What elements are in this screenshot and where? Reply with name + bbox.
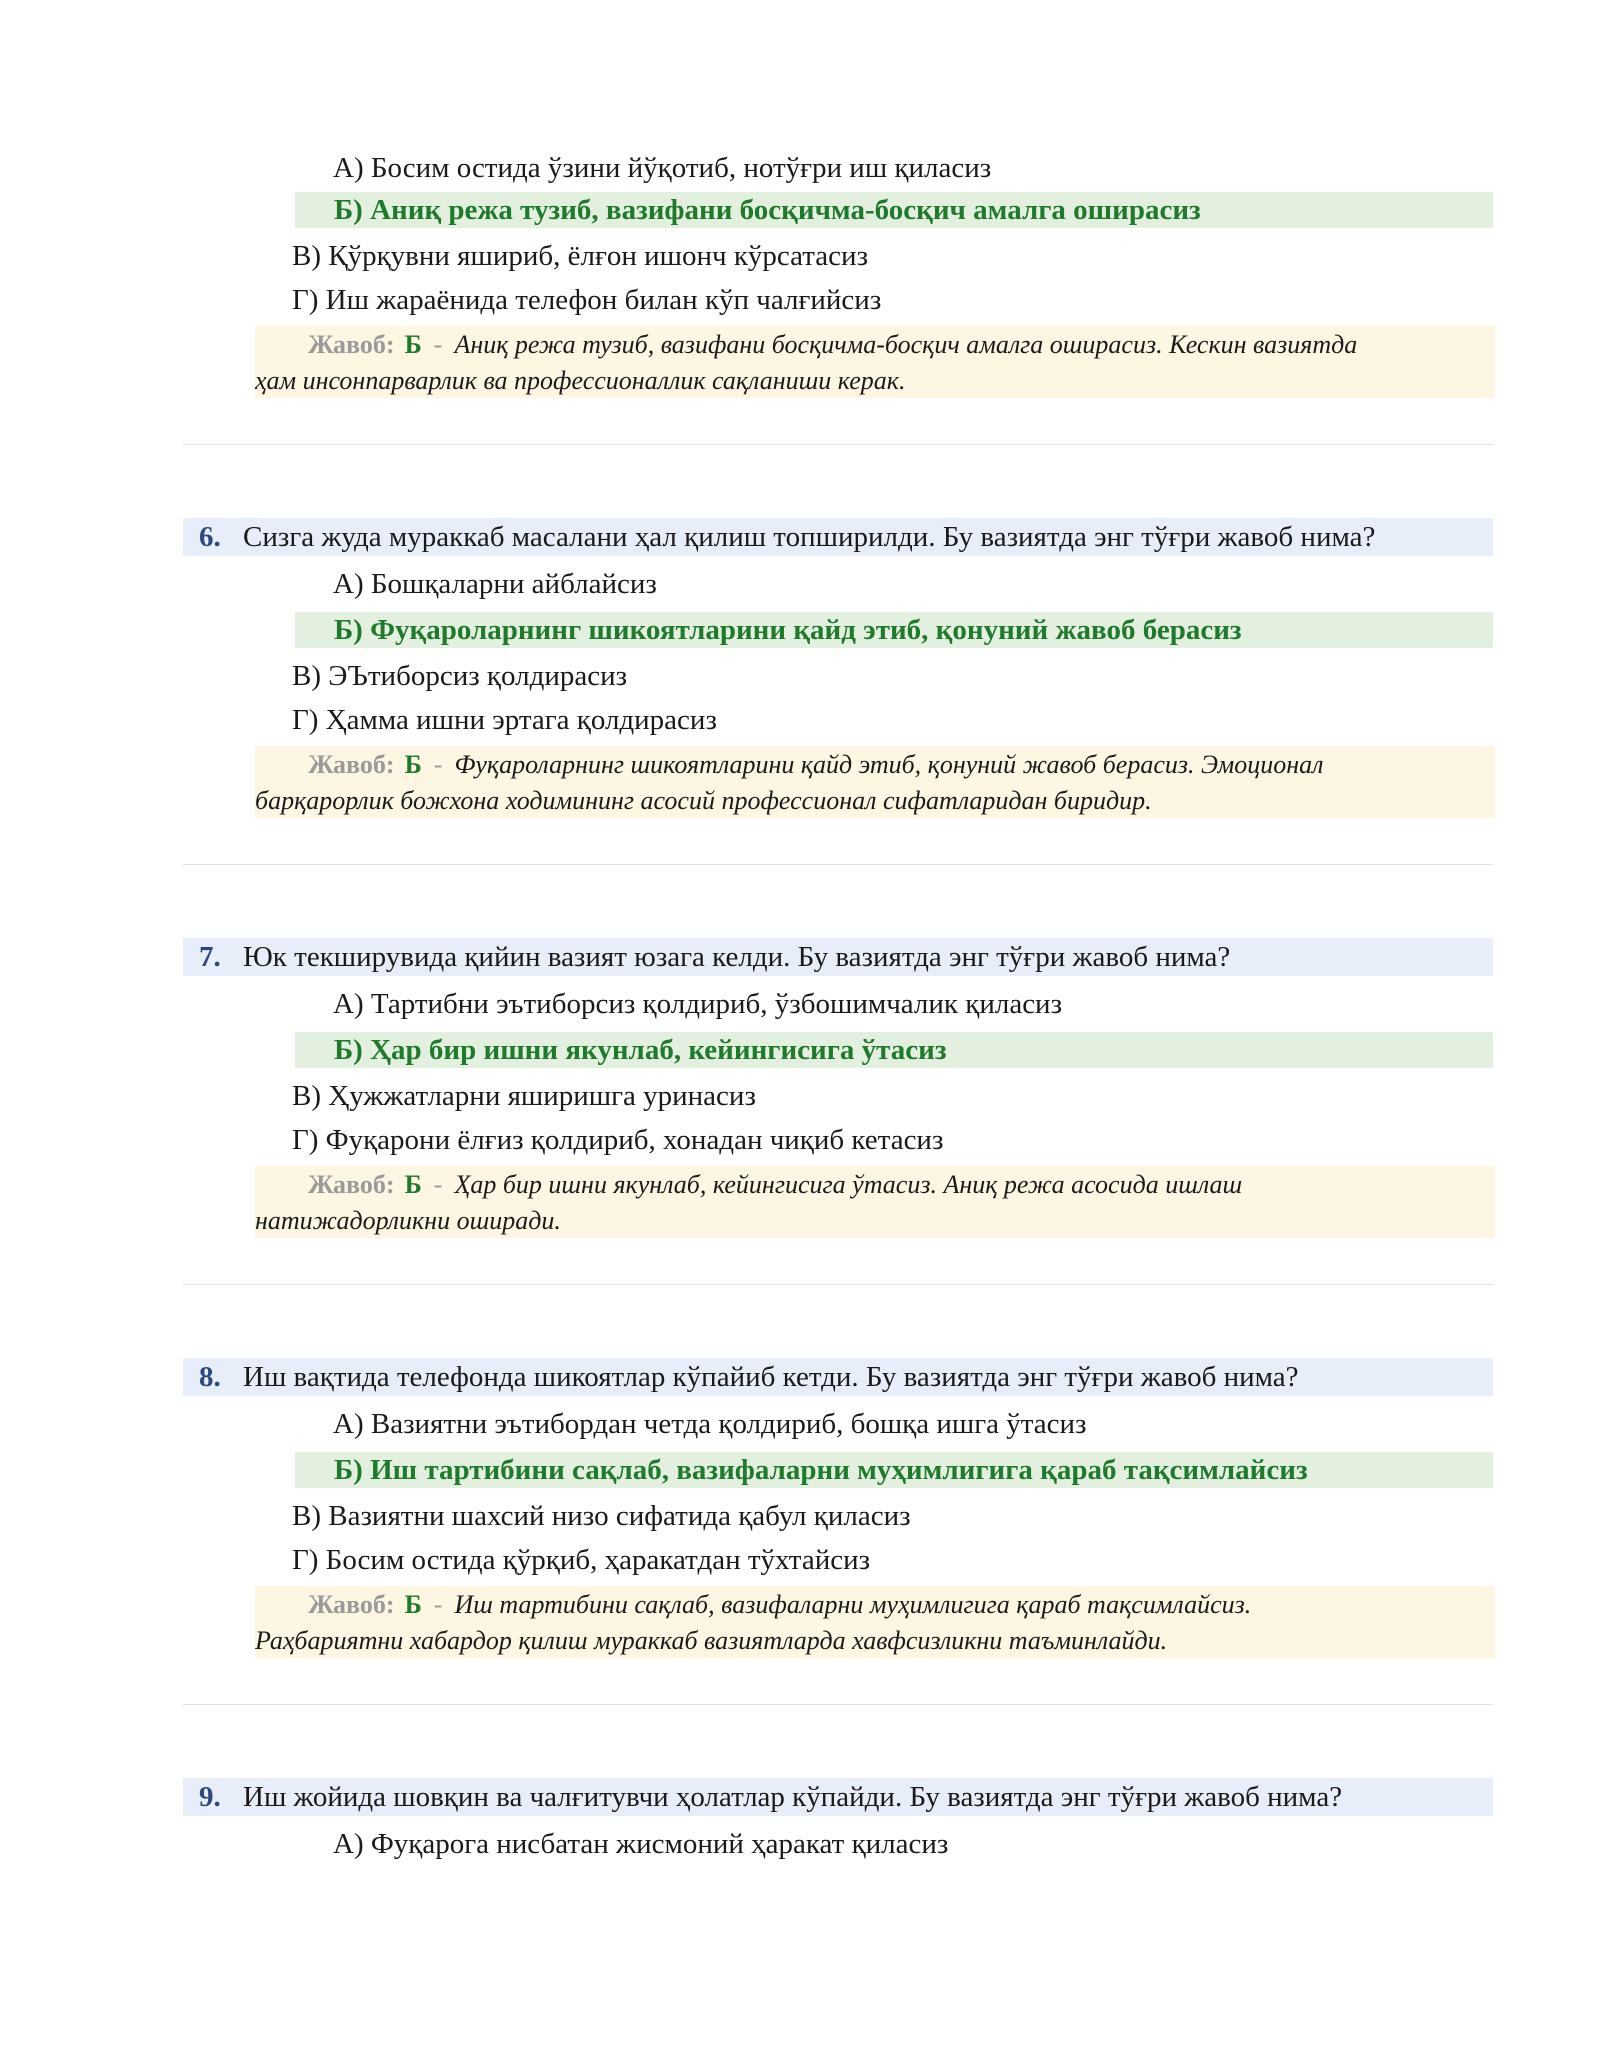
q8-option-b-correct: Б) Иш тартибини сақлаб, вазифаларни муҳимлигига қараб тақсимлайсиз (295, 1452, 1493, 1488)
answer-text-line2: ҳам инсонпарварлик ва профессионаллик сақланиши керак. (255, 366, 906, 395)
question-text: Иш жойида шовқин ва чалғитувчи ҳолатлар кўпайди. Бу вазиятда энг тўғри жавоб нима? (243, 1781, 1343, 1813)
answer-label: Жавоб: (308, 330, 395, 359)
divider (183, 1704, 1493, 1705)
question-6 (183, 518, 1493, 556)
answer-dash: - (433, 330, 443, 359)
q6-option-d: Г) Ҳамма ишни эртага қолдирасиз (292, 704, 717, 736)
question-text: Юк текширувида қийин вазият юзага келди. Бу вазиятда энг тўғри жавоб нима? (243, 941, 1231, 973)
answer-text-line2: натижадорликни оширади. (255, 1206, 561, 1235)
q5-option-b-correct: Б) Аниқ режа тузиб, вазифани босқичма-босқич амалга оширасиз (295, 192, 1493, 228)
divider (183, 444, 1493, 445)
q8-option-d: Г) Босим остида қўрқиб, ҳаракатдан тўхтайсиз (292, 1544, 871, 1576)
answer-label: Жавоб: (308, 750, 395, 779)
question-number: 9. (199, 1781, 221, 1813)
answer-text-line1: Иш тартибини сақлаб, вазифаларни муҳимлигига қараб тақсимлайсиз. (454, 1590, 1252, 1619)
q8-answer-box (255, 1586, 1495, 1658)
answer-text-line1: Фуқароларнинг шикоятларини қайд этиб, қонуний жавоб берасиз. Эмоционал (454, 750, 1324, 779)
answer-dash: - (433, 1170, 443, 1199)
answer-dash: - (433, 750, 443, 779)
q7-answer-box (255, 1166, 1495, 1238)
q8-option-a: А) Вазиятни эътибордан четда қолдириб, бошқа ишга ўтасиз (333, 1408, 1087, 1440)
q6-option-b-correct: Б) Фуқароларнинг шикоятларини қайд этиб, қонуний жавоб берасиз (295, 612, 1493, 648)
question-number: 8. (199, 1361, 221, 1393)
divider (183, 864, 1493, 865)
q5-option-a: А) Босим остида ўзини йўқотиб, нотўғри иш қиласиз (333, 152, 992, 184)
answer-key: Б (404, 1590, 422, 1619)
answer-text-line1: Аниқ режа тузиб, вазифани босқичма-босқич амалга оширасиз. Кескин вазиятда (454, 330, 1358, 359)
q5-option-c: В) Қўрқувни яшириб, ёлғон ишонч кўрсатасиз (292, 240, 869, 272)
q7-option-a: А) Тартибни эътиборсиз қолдириб, ўзбошимчалик қиласиз (333, 988, 1063, 1020)
q6-option-a: А) Бошқаларни айблайсиз (333, 568, 657, 600)
question-number: 7. (199, 941, 221, 973)
question-7 (183, 938, 1493, 976)
q6-option-c: В) ЭЪтиборсиз қолдирасиз (292, 660, 628, 692)
question-9 (183, 1778, 1493, 1816)
question-8 (183, 1358, 1493, 1396)
answer-text-line1: Ҳар бир ишни якунлаб, кейингисига ўтасиз. Аниқ режа асосида ишлаш (454, 1170, 1243, 1199)
q5-option-d: Г) Иш жараёнида телефон билан кўп чалғийсиз (292, 284, 882, 316)
q8-option-c: В) Вазиятни шахсий низо сифатида қабул қиласиз (292, 1500, 911, 1532)
question-text: Иш вақтида телефонда шикоятлар кўпайиб кетди. Бу вазиятда энг тўғри жавоб нима? (243, 1361, 1299, 1393)
answer-dash: - (433, 1590, 443, 1619)
answer-key: Б (404, 330, 422, 359)
answer-label: Жавоб: (308, 1590, 395, 1619)
divider (183, 1284, 1493, 1285)
answer-key: Б (404, 1170, 422, 1199)
answer-key: Б (404, 750, 422, 779)
q5-answer-box (255, 326, 1495, 398)
question-text: Сизга жуда мураккаб масалани ҳал қилиш топширилди. Бу вазиятда энг тўғри жавоб нима? (243, 521, 1376, 553)
q7-option-c: В) Ҳужжатларни яширишга уринасиз (292, 1080, 756, 1112)
question-number: 6. (199, 521, 221, 553)
answer-label: Жавоб: (308, 1170, 395, 1199)
q7-option-b-correct: Б) Ҳар бир ишни якунлаб, кейингисига ўтасиз (295, 1032, 1493, 1068)
q9-option-a: А) Фуқарога нисбатан жисмоний ҳаракат қиласиз (333, 1828, 949, 1860)
q7-option-d: Г) Фуқарони ёлғиз қолдириб, хонадан чиқиб кетасиз (292, 1124, 944, 1156)
answer-text-line2: барқарорлик божхона ходимининг асосий профессионал сифатларидан биридир. (255, 786, 1152, 815)
q6-answer-box (255, 746, 1495, 818)
answer-text-line2: Раҳбариятни хабардор қилиш мураккаб вазиятларда хавфсизликни таъминлайди. (255, 1626, 1168, 1655)
